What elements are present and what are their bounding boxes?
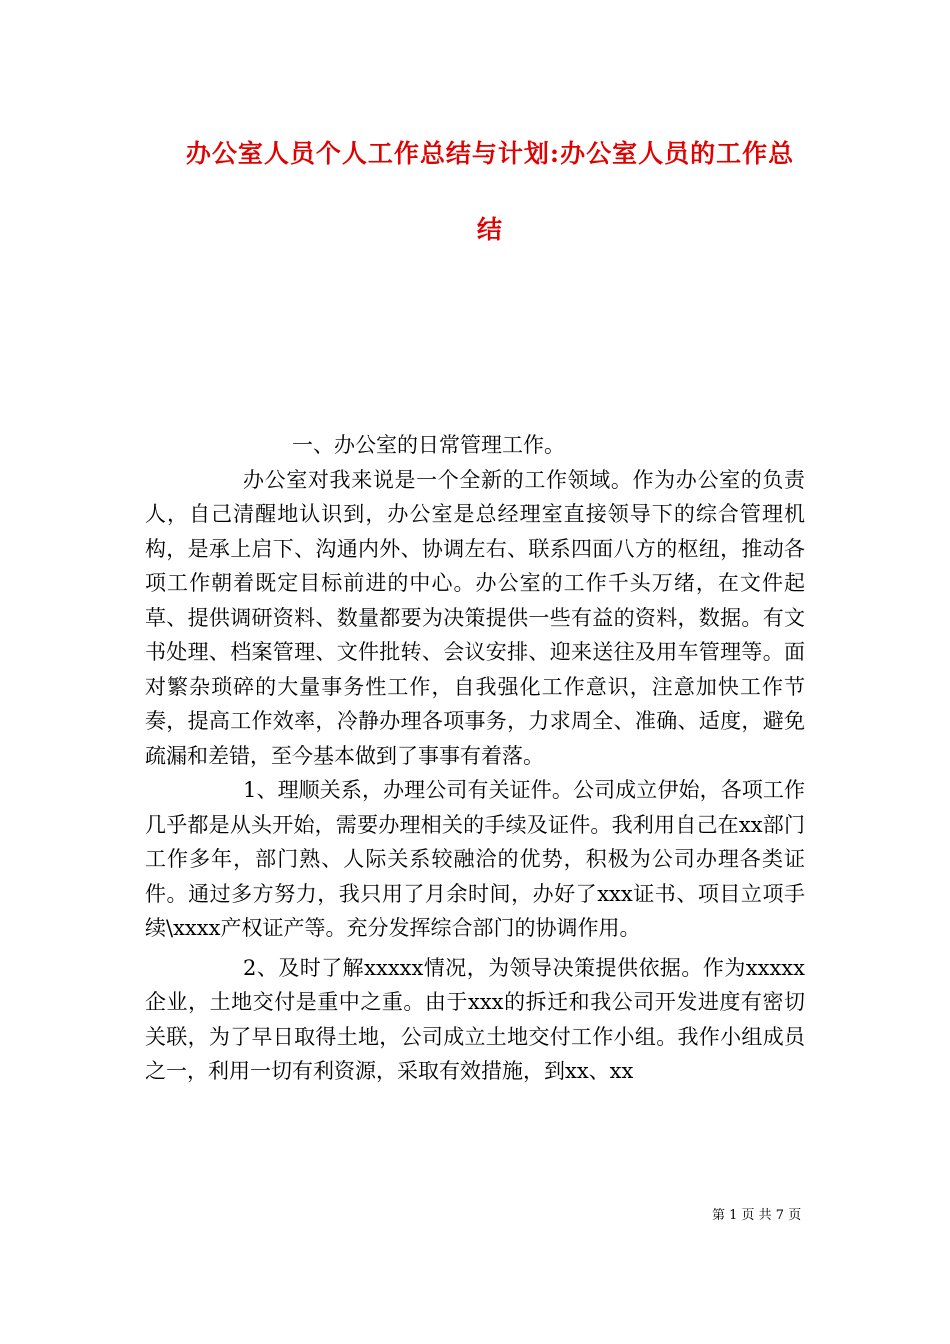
document-title-line-2: 结 bbox=[476, 215, 503, 244]
document-title-line-1: 办公室人员个人工作总结与计划:办公室人员的工作总 bbox=[185, 139, 795, 168]
page-number-footer: 第 1 页 共 7 页 bbox=[712, 1208, 802, 1223]
section-heading: 一、办公室的日常管理工作。 bbox=[292, 433, 565, 457]
document-body bbox=[145, 428, 805, 1089]
paragraph-2: 1、理顺关系，办理公司有关证件。公司成立伊始，各项工作几乎都是从头开始，需要办理相关的手续及证件。我利用自己在xx部门工作多年，部门熟、人际关系较融洽的优势，积极为公司办理各类证件。通过多方努力，我只用了月余时间，办好了xxx证书、项目立项手续\xxxx产权证产等。充分发挥综合部门的协调作用。 bbox=[145, 778, 805, 940]
paragraph-1: 办公室对我来说是一个全新的工作领域。作为办公室的负责人，自己清醒地认识到，办公室是总经理室直接领导下的综合管理机构，是承上启下、沟通内外、协调左右、联系四面八方的枢纽，推动各项工作朝着既定目标前进的中心。办公室的工作千头万绪，在文件起草、提供调研资料、数量都要为决策提供一些有益的资料，数据。有文书处理、档案管理、文件批转、会议安排、迎来送往及用车管理等。面对繁杂琐碎的大量事务性工作，自我强化工作意识，注意加快工作节奏，提高工作效率，冷静办理各项事务，力求周全、准确、适度，避免疏漏和差错，至今基本做到了事事有着落。 bbox=[145, 467, 805, 768]
paragraph-3: 2、及时了解xxxxx情况，为领导决策提供依据。作为xxxxx企业，土地交付是重中之重。由于xxx的拆迁和我公司开发进度有密切关联，为了早日取得土地，公司成立土地交付工作小组。我作小组成员之一，利用一切有利资源，采取有效措施，到xx、xx bbox=[145, 955, 805, 1083]
